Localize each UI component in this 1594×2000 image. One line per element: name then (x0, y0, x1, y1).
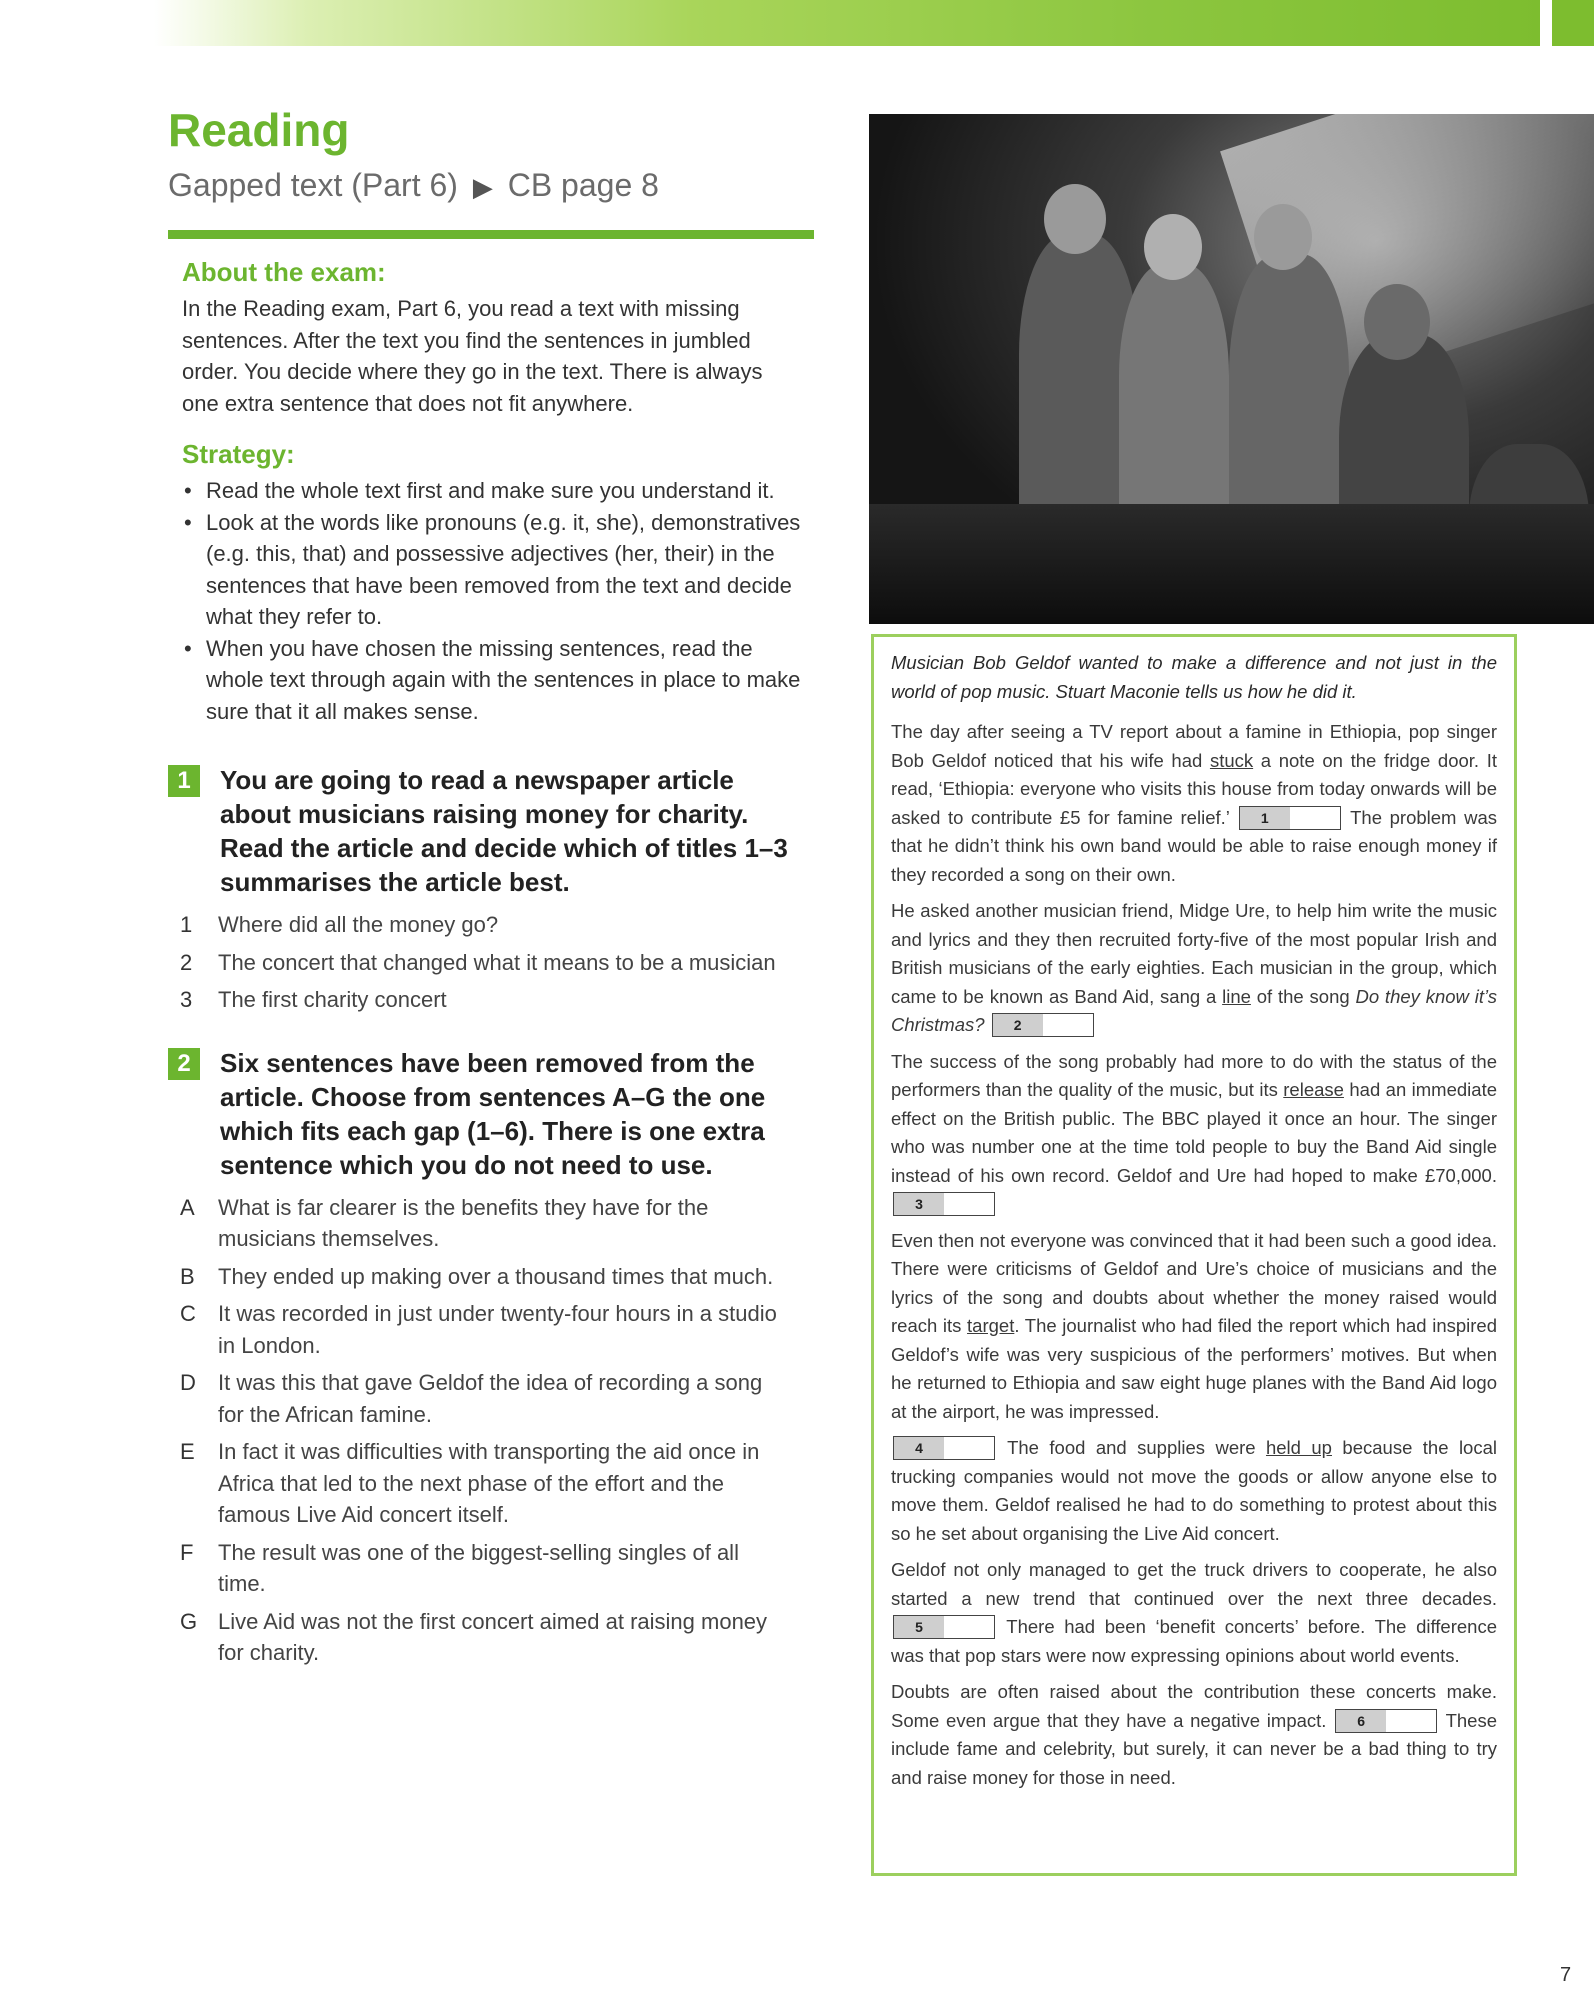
bullet-icon: • (184, 635, 192, 661)
sentence-option (168, 1261, 818, 1293)
article-paragraph (891, 1048, 1497, 1219)
strategy-text: Read the whole text first and make sure you understand it. (206, 478, 775, 503)
title-option (168, 984, 818, 1016)
sentence-option (168, 1367, 818, 1430)
concert-photo (869, 114, 1594, 624)
article-text: Even then not everyone was convinced that it had been such a good idea. There were criticisms of Geldof and Ure’s choice of musicians and the lyrics of the song and doubts about whether the money raised would reach its (891, 1229, 1497, 1336)
task-1-options (168, 909, 818, 1016)
answer-gap[interactable] (1239, 806, 1341, 830)
strategy-list (182, 475, 802, 727)
article-text: a note on the fridge door. It read, ‘Ethiopia: everyone who visits this house from today onwards will be asked to contribute £5 for famine relief.’ (891, 749, 1497, 828)
option-text: The concert that changed what it means to be a musician (218, 949, 776, 975)
about-text: In the Reading exam, Part 6, you read a text with missing sentences. After the text you find the sentences in jumbled order. You decide where they go in the text. There is always one extra sentence that does not fit anywhere. (182, 296, 763, 416)
article-intro: Musician Bob Geldof wanted to make a difference and not just in the world of pop music. Stuart Maconie tells us how he did it. (891, 652, 1497, 702)
option-label: G (180, 1608, 198, 1634)
option-text: It was this that gave Geldof the idea of recording a song for the African famine. (218, 1370, 763, 1427)
top-corner-tab (1552, 0, 1594, 46)
task-1-instruction: You are going to read a newspaper article about musicians raising money for charity. Read the article and decide which of titles 1–3 summarises the article best. (220, 765, 788, 897)
strategy-item (182, 633, 802, 728)
option-text: The first charity concert (218, 987, 447, 1012)
article-paragraph (891, 1556, 1497, 1670)
vocab-word: target (967, 1315, 1015, 1336)
option-label: D (180, 1370, 196, 1395)
section-divider (168, 230, 814, 239)
article-paragraph (891, 718, 1497, 889)
article-text: He asked another musician friend, Midge Ure, to help him write the music and lyrics and they then recruited forty-five of the most popular Irish and British musicians of the early eighties. Each musician in the group, which came to be known as Band Aid, sang a (891, 900, 1497, 1007)
sentence-option (168, 1192, 818, 1255)
about-exam-box (168, 239, 802, 727)
left-column (168, 100, 818, 1675)
task-2-number: 2 (168, 1048, 200, 1080)
option-text: Where did all the money go? (218, 912, 499, 937)
answer-gap[interactable] (992, 1013, 1094, 1037)
performer-head (1254, 204, 1312, 270)
bullet-icon: • (184, 478, 192, 503)
stage-floor (869, 504, 1594, 624)
article-text: of the song (1250, 985, 1356, 1007)
vocab-word: line (1222, 985, 1251, 1007)
option-text: Live Aid was not the first concert aimed at raising money for charity. (218, 1608, 768, 1665)
song-title: Do they know it’s Christmas? (891, 985, 1498, 1035)
option-label: A (180, 1194, 195, 1220)
page-title: Reading (168, 104, 350, 156)
title-option (168, 909, 818, 941)
strategy-heading: Strategy: (182, 439, 295, 469)
section-subtitle (168, 164, 818, 208)
gap-number: 4 (894, 1437, 944, 1459)
performer-head (1144, 214, 1202, 280)
task-1 (168, 763, 818, 899)
option-label: B (180, 1263, 195, 1289)
task-2 (168, 1046, 818, 1182)
article-text: Geldof not only managed to get the truck drivers to cooperate, he also started a new trend that continued over the next three decades. (891, 1559, 1497, 1609)
gap-number: 6 (1336, 1710, 1386, 1732)
strategy-text: Look at the words like pronouns (e.g. it, she), demonstratives (e.g. this, that) and possessive adjectives (her, their) in the sentences that have been removed from the text and decide what they refer to. (206, 509, 801, 629)
sentence-option (168, 1537, 818, 1600)
answer-gap[interactable] (1335, 1709, 1437, 1733)
task-2-options (168, 1192, 818, 1669)
option-label: 2 (180, 949, 193, 975)
option-label: E (180, 1439, 195, 1464)
subtitle-text: Gapped text (Part 6) (168, 167, 458, 203)
task-1-number: 1 (168, 765, 200, 797)
sentence-option (168, 1298, 818, 1361)
vocab-word: held up (1265, 1437, 1332, 1458)
article-text: Doubts are often raised about the contribution these concerts make. Some even argue that they have a negative impact. (891, 1681, 1497, 1731)
gap-number: 3 (894, 1193, 944, 1215)
title-option (168, 947, 818, 979)
task-2-instruction: Six sentences have been removed from the article. Choose from sentences A–G the one which fits each gap (1–6). There is one extra sentence which you do not need to use. (220, 1047, 766, 1180)
play-arrow-icon: ▶ (472, 172, 493, 202)
about-heading: About the exam: (182, 257, 386, 287)
article-text: The food and supplies were (997, 1437, 1266, 1458)
article-text: The day after seeing a TV report about a famine in Ethiopia, pop singer Bob Geldof noticed that his wife had (891, 721, 1497, 771)
page-number: 7 (1560, 1964, 1572, 1986)
article-paragraph (891, 1227, 1497, 1427)
sentence-option (168, 1606, 818, 1669)
answer-gap[interactable] (893, 1436, 995, 1460)
option-text: It was recorded in just under twenty-four hours in a studio in London. (218, 1301, 777, 1358)
gap-number: 2 (993, 1014, 1043, 1036)
gap-number: 5 (894, 1616, 944, 1638)
gap-number: 1 (1240, 807, 1290, 829)
option-text: In fact it was difficulties with transporting the aid once in Africa that led to the next phase of the effort and the famous Live Aid concert itself. (218, 1439, 760, 1527)
performer-figure (1119, 264, 1229, 544)
answer-gap[interactable] (893, 1192, 995, 1216)
article-box (871, 634, 1517, 1876)
top-color-band (0, 0, 1540, 46)
article-text: The success of the song probably had more to do with the status of the performers than the quality of the music, but its (891, 1050, 1497, 1100)
coursebook-reference: CB page 8 (507, 167, 659, 203)
article-text: These include fame and celebrity, but surely, it can never be a bad thing to try and raise money for those in need. (891, 1709, 1497, 1788)
article-text: The problem was that he didn’t think his own band would be able to raise enough money if they recorded a song on their own. (891, 806, 1498, 885)
article-paragraph (891, 1678, 1497, 1792)
article-text: There had been ‘benefit concerts’ before. The difference was that pop stars were now expressing opinions about world events. (891, 1616, 1497, 1666)
article-paragraph (891, 1434, 1497, 1548)
vocab-word: stuck (1209, 749, 1254, 771)
option-label: 1 (180, 912, 193, 937)
bullet-icon: • (184, 509, 192, 535)
strategy-text: When you have chosen the missing sentences, read the whole text through again with the sentences in place to make sure that it all makes sense. (206, 635, 801, 724)
option-label: C (180, 1301, 196, 1326)
option-label: F (180, 1539, 194, 1565)
answer-gap[interactable] (893, 1615, 995, 1639)
option-text: What is far clearer is the benefits they have for the musicians themselves. (218, 1194, 709, 1251)
article-text: . The journalist who had filed the report which had inspired Geldof’s wife was very suspicious of the performers’ motives. But when he returned to Ethiopia and saw eight huge planes with the Band Aid logo at the airport, he was impressed. (891, 1315, 1498, 1422)
strategy-item (182, 507, 802, 633)
option-label: 3 (180, 987, 193, 1012)
article-paragraph (891, 897, 1497, 1040)
sentence-option (168, 1436, 818, 1531)
article-text: had an immediate effect on the British public. The BBC played it once an hour. The singer who was number one at the time told people to buy the Band Aid single instead of his own record. Geldof and Ure had hoped to make £70,000. (891, 1079, 1498, 1186)
strategy-item (182, 475, 802, 507)
article-text: because the local trucking companies would not move the goods or allow anyone else to move them. Geldof realised he had to do something to protest about this so he set about organising the Live Aid concert. (891, 1437, 1497, 1544)
option-text: They ended up making over a thousand times that much. (218, 1263, 774, 1289)
vocab-word: release (1283, 1079, 1344, 1100)
option-text: The result was one of the biggest-selling singles of all time. (218, 1539, 739, 1596)
performer-head (1044, 184, 1106, 254)
performer-head (1364, 284, 1430, 360)
